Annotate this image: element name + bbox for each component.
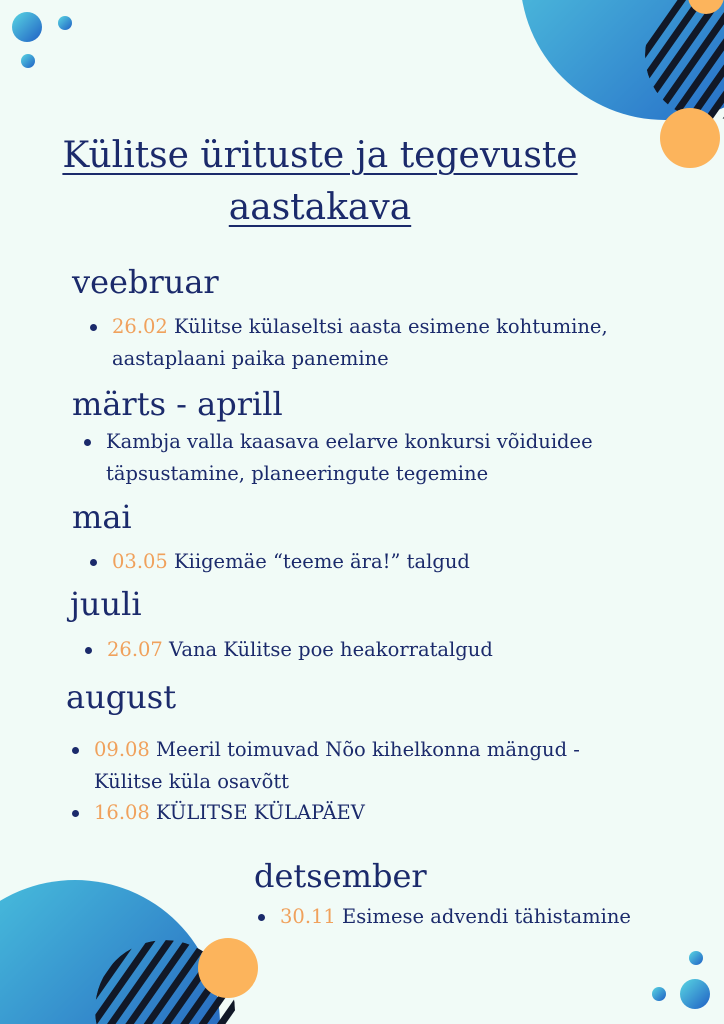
top-left-dots <box>12 12 72 68</box>
bullet-icon <box>84 439 91 446</box>
event-date: 30.11 <box>280 905 336 928</box>
page-title <box>60 130 580 234</box>
bullet-icon <box>90 324 97 331</box>
event-date: 26.02 <box>112 315 168 338</box>
list-item <box>94 797 365 829</box>
event-text: Külitse külaseltsi aasta esimene kohtumine, <box>167 315 608 338</box>
event-date: 09.08 <box>94 738 150 761</box>
event-text: Esimese advendi tähistamine <box>335 905 631 928</box>
event-date: 16.08 <box>94 801 150 824</box>
title-line-1: Külitse ürituste ja tegevuste <box>62 135 578 176</box>
bullet-icon <box>90 559 97 566</box>
month-juuli: juuli <box>70 585 142 623</box>
list-item <box>107 634 493 666</box>
event-text: Kiigemäe “teeme ära!” talgud <box>167 550 470 573</box>
title-line-2: aastakava <box>228 187 412 228</box>
bullet-icon <box>258 914 265 921</box>
bullet-icon <box>72 810 79 817</box>
month-mai: mai <box>72 498 132 536</box>
list-item <box>112 546 470 578</box>
bullet-icon <box>85 647 92 654</box>
event-text-continued: täpsustamine, planeeringute tegemine <box>106 462 489 485</box>
bullet-icon <box>72 747 79 754</box>
list-item <box>94 734 580 798</box>
event-date: 26.07 <box>107 638 163 661</box>
event-text-continued: aastaplaani paika panemine <box>112 347 389 370</box>
list-item <box>112 311 608 375</box>
event-text-continued: Külitse küla osavõtt <box>94 770 289 793</box>
event-text: Kambja valla kaasava eelarve konkursi võiduidee <box>106 430 593 453</box>
month-veebruar: veebruar <box>72 263 219 301</box>
month-marts-aprill: märts - aprill <box>72 385 283 423</box>
bottom-right-dots <box>652 951 710 1009</box>
list-item <box>106 426 593 490</box>
list-item <box>280 901 631 933</box>
month-detsember: detsember <box>254 857 427 895</box>
bottom-left-circles <box>0 880 258 1024</box>
event-text: Meeril toimuvad Nõo kihelkonna mängud - <box>149 738 580 761</box>
event-text: Vana Külitse poe heakorratalgud <box>162 638 493 661</box>
event-text: KÜLITSE KÜLAPÄEV <box>149 801 365 824</box>
month-august: august <box>66 678 177 716</box>
event-date: 03.05 <box>112 550 168 573</box>
